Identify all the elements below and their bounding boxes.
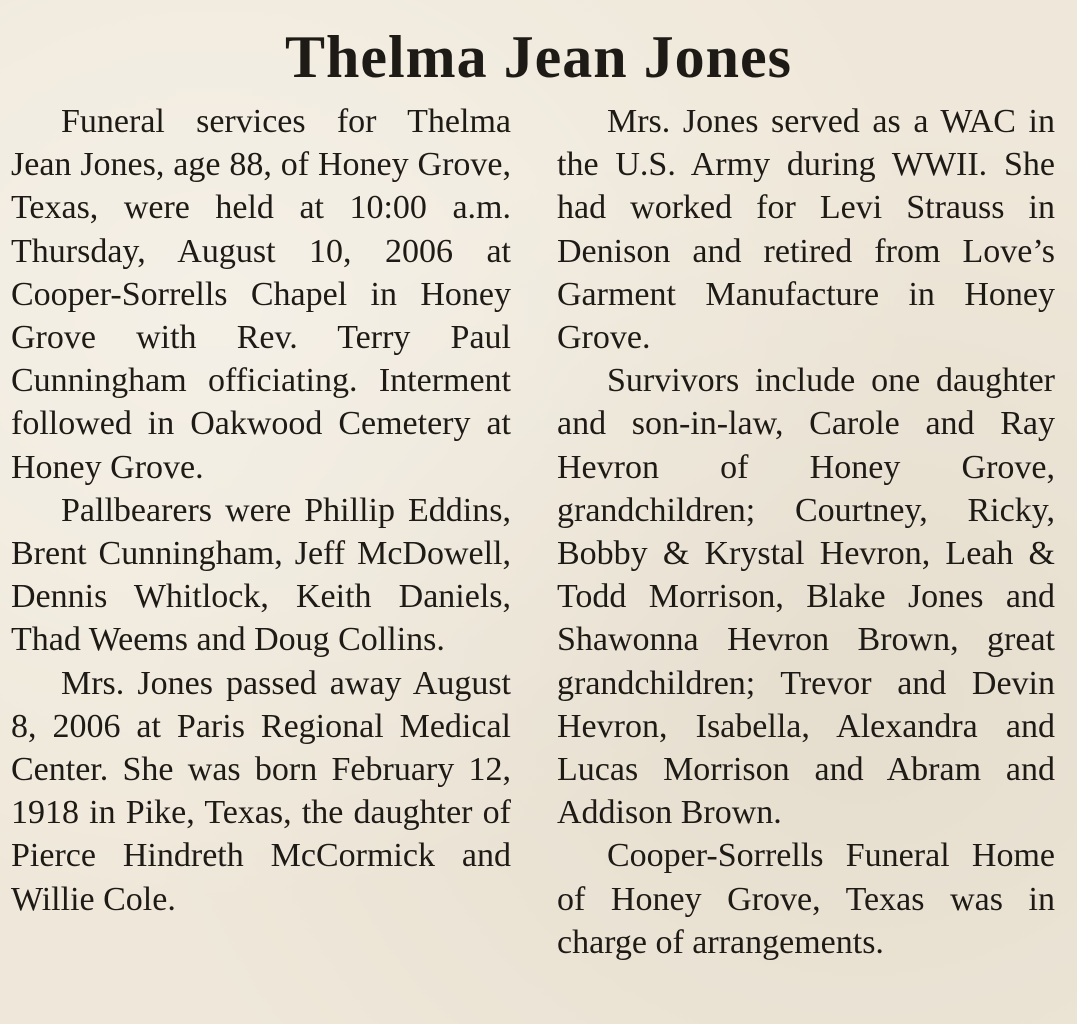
paragraph-service-career: Mrs. Jones served as a WAC in the U.S. Army during WWII. She had worked for Levi Strauss in Denison and retired from Love’s Garment Manufacture in Honey Grove. (557, 103, 1055, 357)
right-column (557, 100, 1055, 964)
paragraph-funeral-services: Funeral services for Thelma Jean Jones, age 88, of Honey Grove, Texas, were held at 10:00 a.m. Thursday, August 10, 2006 at Cooper-Sorrells Chapel in Honey Grove with Rev. Terry Paul Cunningham officiating. Interment followed in Oakwood Cemetery at Honey Grove. (11, 103, 511, 486)
headline: Thelma Jean Jones (284, 24, 793, 90)
paragraph-pallbearers: Pallbearers were Phillip Eddins, Brent Cunningham, Jeff McDowell, Dennis Whitlock, Keith Daniels, Thad Weems and Doug Collins. (11, 491, 511, 659)
paragraph-arrangements: Cooper-Sorrells Funeral Home of Honey Grove, Texas was in charge of arrangements. (557, 837, 1055, 961)
paragraph-survivors: Survivors include one daughter and son-in-law, Carole and Ray Hevron of Honey Grove, grandchildren; Courtney, Ricky, Bobby & Krystal Hevron, Leah & Todd Morrison, Blake Jones and Shawonna Hevron Brown, great grandchildren; Trevor and Devin Hevron, Isabella, Alexandra and Lucas Morrison and Abram and Addison Brown. (557, 362, 1055, 832)
paragraph-passing: Mrs. Jones passed away August 8, 2006 at Paris Regional Medical Center. She was born February 12, 1918 in Pike, Texas, the daughter of Pierce Hindreth McCormick and Willie Cole. (11, 664, 511, 918)
left-column (11, 100, 511, 921)
